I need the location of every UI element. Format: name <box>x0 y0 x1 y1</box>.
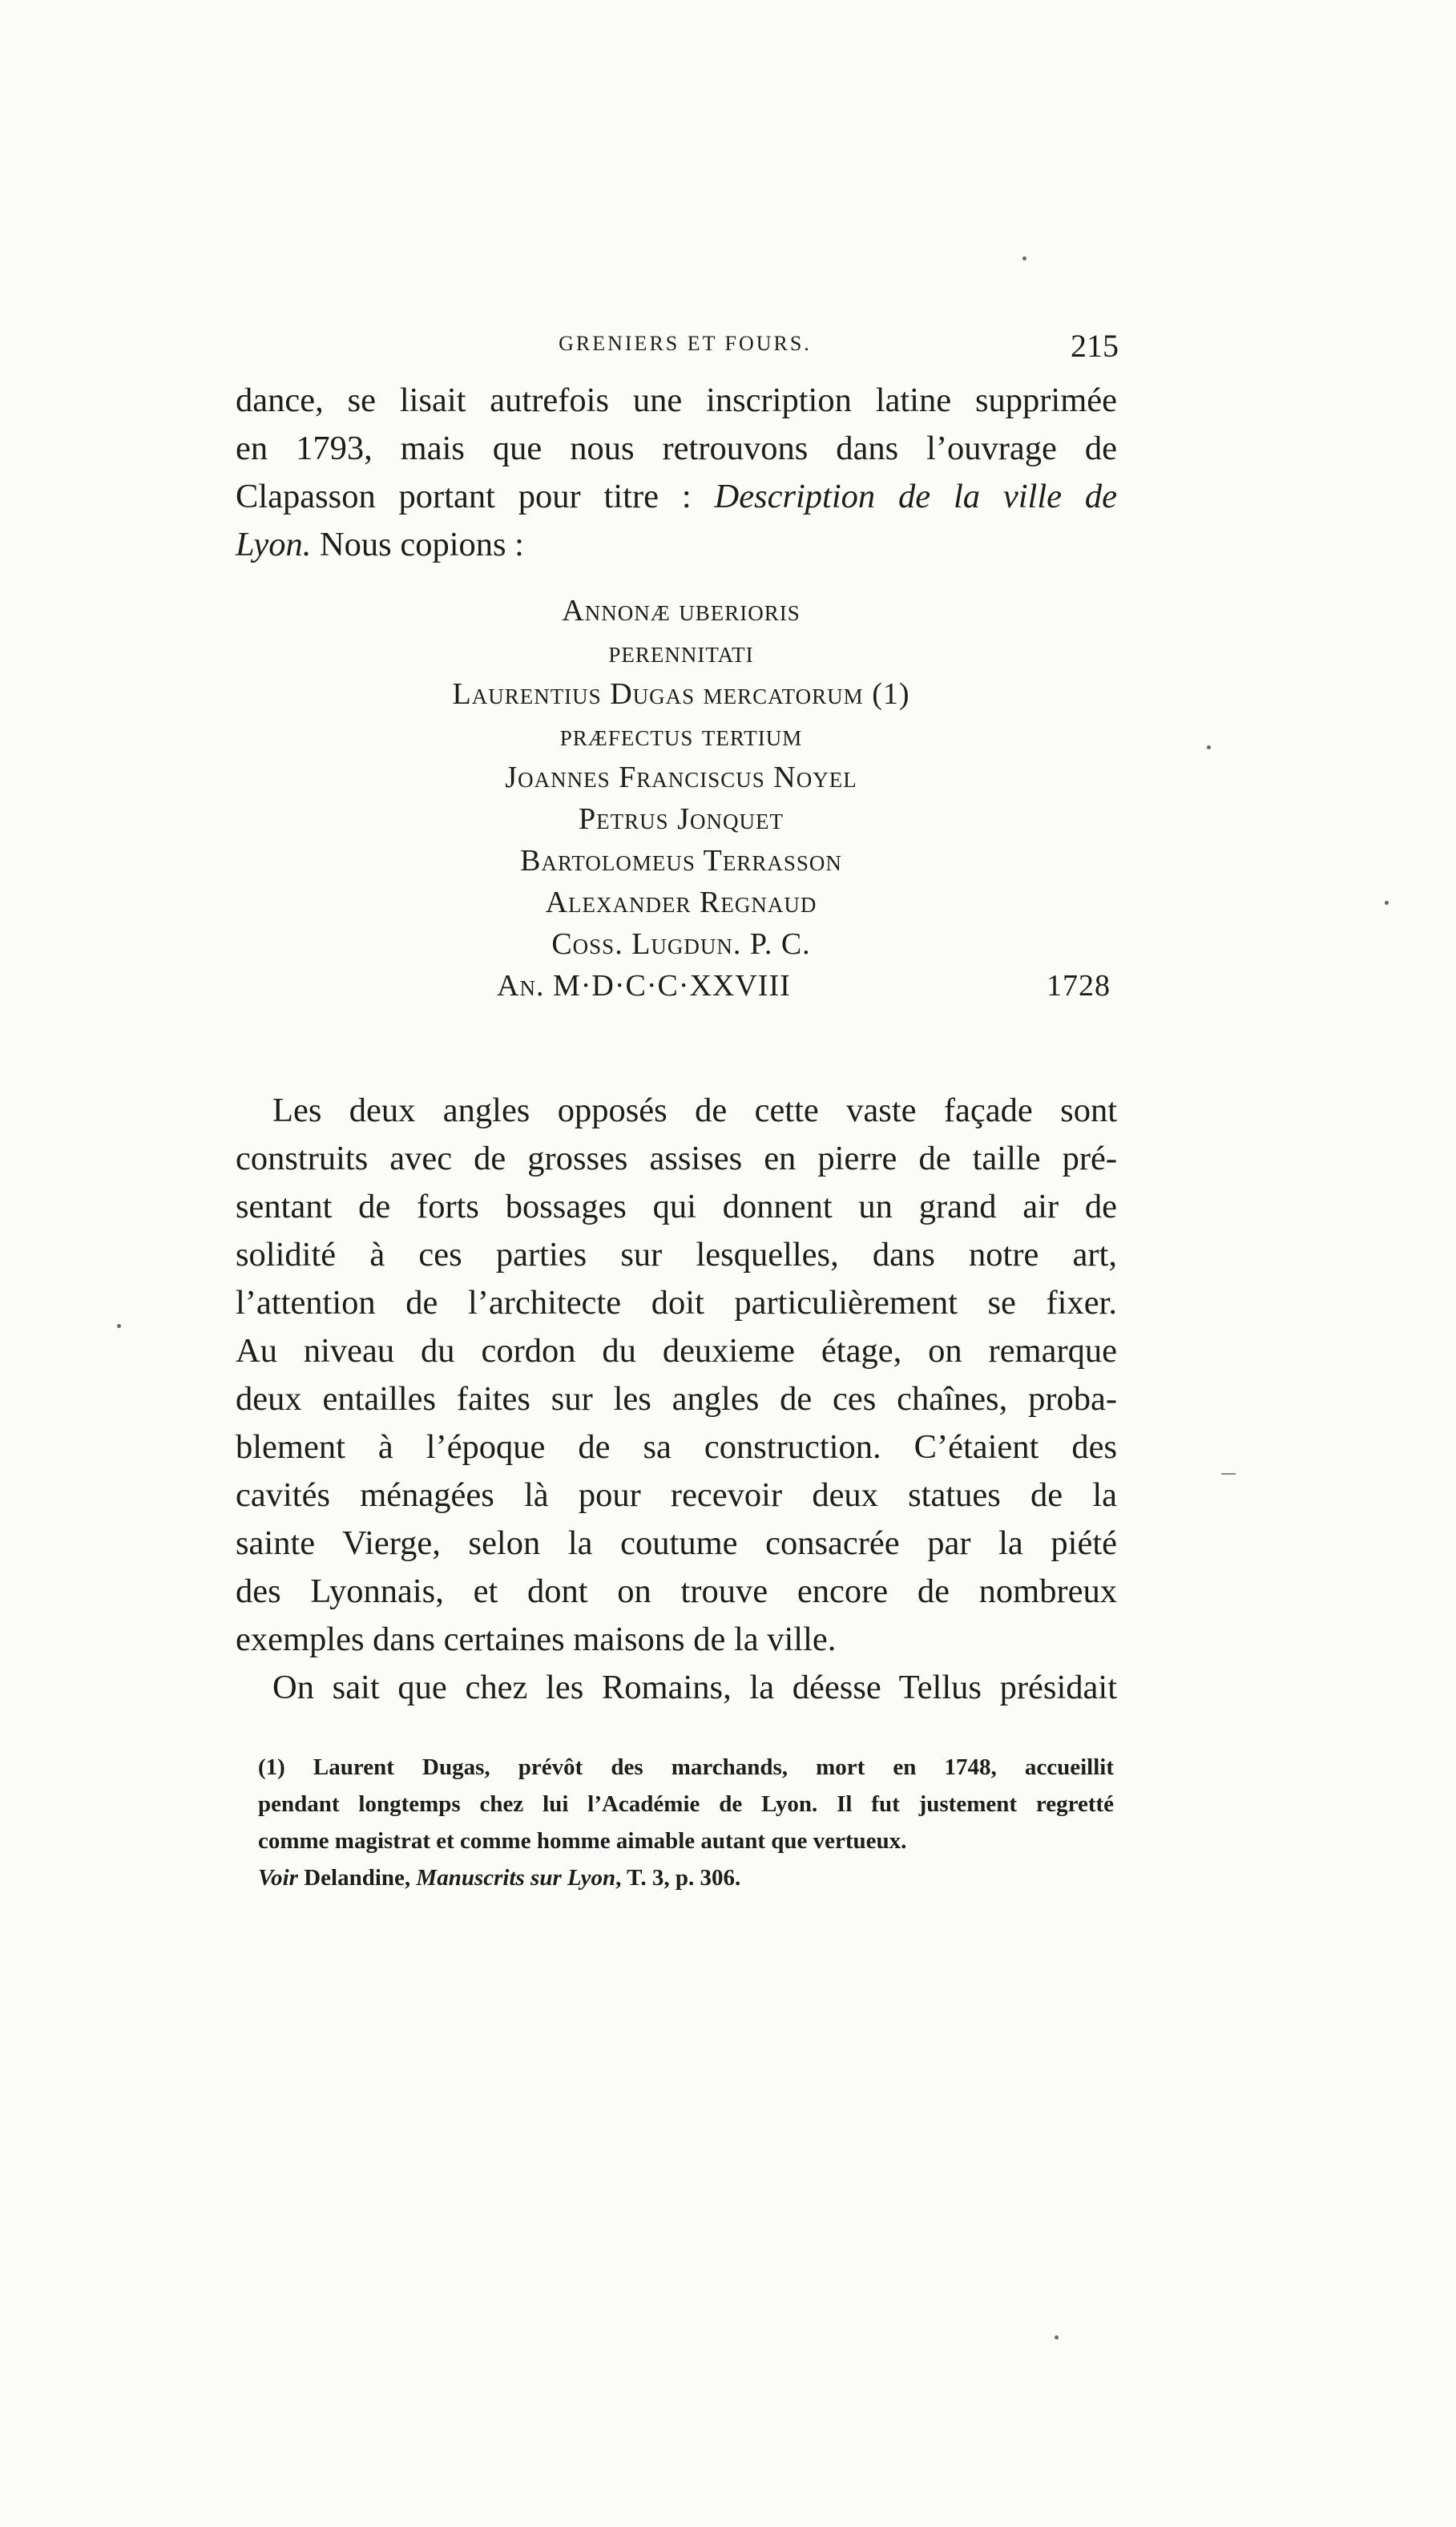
inscription-line: Coss. Lugdun. P. C. <box>551 927 811 961</box>
paper-speck <box>1385 901 1389 905</box>
text-line: Les deux angles opposés de cette vaste façade sont <box>272 1092 1117 1129</box>
inscription-line: Annonæ uberioris <box>562 594 801 628</box>
inscription-line: Bartolomeus Terrasson <box>520 844 842 878</box>
ref-voir: Voir <box>258 1865 298 1891</box>
inscription-line: Laurentius Dugas mercatorum (1) <box>452 677 910 711</box>
inscription-line: Petrus Jonquet <box>579 802 784 836</box>
inscription-line: perennitati <box>608 636 754 669</box>
footnote-line: (1) Laurent Dugas, prévôt des marchands, mort en 1748, accueillit <box>258 1754 1114 1780</box>
footnote-line: comme magistrat et comme homme aimable autant que vertueux. <box>258 1828 907 1854</box>
text-line: Au niveau du cordon du deuxieme étage, on remarque <box>236 1332 1117 1370</box>
text-fragment: Nous copions : <box>319 526 524 563</box>
text-fragment: Clapasson portant pour titre : <box>236 478 715 515</box>
date-roman: An. M·D·C·C·XXVIII <box>497 969 791 1003</box>
text-line: sentant de forts bossages qui donnent un grand air de <box>236 1188 1117 1225</box>
footnote <box>258 1749 1114 1896</box>
paper-speck <box>117 1324 121 1328</box>
text-line: cavités ménagées là pour recevoir deux statues de la <box>236 1476 1117 1514</box>
footnote-reference <box>258 1859 1114 1896</box>
paper-speck <box>1055 2335 1059 2339</box>
text-line: en 1793, mais que nous retrouvons dans l’ouvrage de <box>236 430 1117 467</box>
inscription-line: Alexander Regnaud <box>545 886 817 919</box>
inscription-date <box>240 965 1122 1007</box>
paper-mark <box>1221 1473 1236 1475</box>
latin-inscription <box>240 590 1122 1007</box>
text-line: des Lyonnais, et dont on trouve encore de nombreux <box>236 1572 1117 1610</box>
running-head <box>240 327 1130 375</box>
text-line: blement à l’époque de sa construction. C’étaient des <box>236 1428 1117 1466</box>
text-line: deux entailles faites sur les angles de ces chaînes, proba- <box>236 1380 1117 1418</box>
text-line: exemples dans certaines maisons de la ville. <box>236 1621 837 1658</box>
work-title: Lyon. <box>236 526 312 563</box>
text-line <box>236 473 1117 521</box>
text-line <box>236 521 1117 569</box>
inscription-line: præfectus tertium <box>559 719 803 753</box>
paper-speck <box>1022 256 1026 260</box>
ref-work: Manuscrits sur Lyon <box>416 1865 616 1891</box>
text-line: dance, se lisait autrefois une inscription latine supprimée <box>236 381 1117 419</box>
text-line: l’attention de l’architecte doit particulièrement se fixer. <box>236 1284 1117 1322</box>
paper-speck <box>1207 745 1211 749</box>
intro-paragraph <box>236 377 1117 569</box>
text-line: solidité à ces parties sur lesquelles, dans notre art, <box>236 1236 1117 1274</box>
body-paragraphs <box>236 1087 1117 1712</box>
ref-author: Delandine, <box>297 1865 417 1891</box>
text-line: sainte Vierge, selon la coutume consacrée par la piété <box>236 1524 1117 1562</box>
inscription-line: Joannes Franciscus Noyel <box>505 761 857 794</box>
running-title: GRENIERS ET FOURS. <box>559 332 812 355</box>
date-arabic: 1728 <box>1047 969 1111 1003</box>
text-line: construits avec de grosses assises en pierre de taille pré- <box>236 1140 1117 1177</box>
footnote-line: pendant longtemps chez lui l’Académie de Lyon. Il fut justement regretté <box>258 1791 1114 1817</box>
page-number: 215 <box>1071 328 1119 364</box>
work-title: Description de la ville de <box>714 478 1118 515</box>
ref-rest: , T. 3, p. 306. <box>615 1865 741 1891</box>
text-line: On sait que chez les Romains, la déesse Tellus présidait <box>272 1669 1117 1706</box>
